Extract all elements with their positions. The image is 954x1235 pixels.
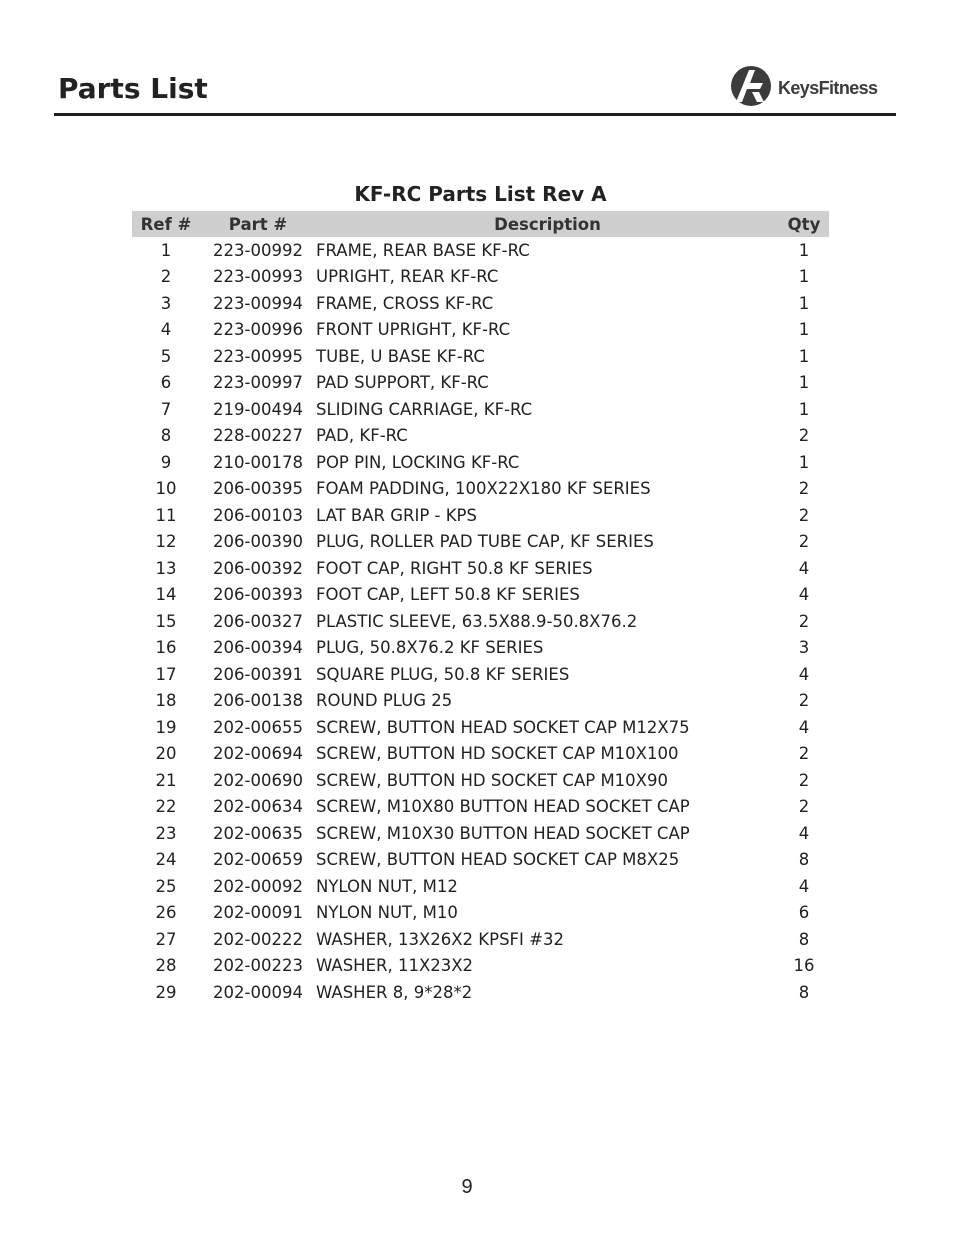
table-row [132, 264, 829, 291]
cell-qty: 2 [798, 770, 810, 790]
table-row [132, 635, 829, 662]
cell-part-number: 206-00394 [213, 638, 303, 658]
cell-qty: 4 [798, 558, 810, 578]
cell-ref: 18 [155, 691, 177, 711]
cell-qty: 4 [798, 585, 810, 605]
cell-qty: 2 [798, 479, 810, 499]
table-title: KF-RC Parts List Rev A [354, 182, 607, 206]
table-row [132, 237, 829, 264]
keysfitness-logo [730, 64, 896, 108]
cell-part-number: 206-00395 [213, 479, 303, 499]
cell-part-number: 206-00390 [213, 532, 303, 552]
cell-part-number: 206-00391 [213, 664, 303, 684]
cell-part-number: 223-00992 [213, 240, 303, 260]
cell-ref: 7 [160, 399, 172, 419]
cell-description: SLIDING CARRIAGE, KF-RC [316, 399, 533, 419]
table-row [132, 767, 829, 794]
cell-qty: 8 [798, 982, 810, 1002]
cell-part-number: 202-00694 [213, 744, 303, 764]
cell-part-number: 223-00994 [213, 293, 303, 313]
cell-ref: 21 [155, 770, 177, 790]
cell-ref: 14 [155, 585, 177, 605]
cell-ref: 26 [155, 903, 177, 923]
parts-table [132, 211, 829, 1006]
cell-part-number: 202-00222 [213, 929, 303, 949]
cell-part-number: 202-00223 [213, 956, 303, 976]
column-header-part: Part # [200, 211, 316, 237]
cell-qty: 2 [798, 532, 810, 552]
table-row [132, 555, 829, 582]
keysfitness-emblem-icon [730, 64, 774, 108]
cell-description: FRAME, REAR BASE KF-RC [316, 240, 530, 260]
cell-qty: 8 [798, 929, 810, 949]
cell-part-number: 206-00327 [213, 611, 303, 631]
cell-part-number: 219-00494 [213, 399, 303, 419]
cell-ref: 15 [155, 611, 177, 631]
cell-description: PLUG, 50.8X76.2 KF SERIES [316, 638, 544, 658]
table-row [132, 370, 829, 397]
cell-description: SCREW, M10X80 BUTTON HEAD SOCKET CAP [316, 797, 690, 817]
cell-description: FRAME, CROSS KF-RC [316, 293, 494, 313]
page-number: 9 [461, 1176, 473, 1198]
page-title: Parts List [58, 72, 208, 105]
cell-description: SCREW, BUTTON HEAD SOCKET CAP M8X25 [316, 850, 680, 870]
table-row [132, 688, 829, 715]
cell-description: SCREW, M10X30 BUTTON HEAD SOCKET CAP [316, 823, 690, 843]
cell-description: ROUND PLUG 25 [316, 691, 453, 711]
table-row [132, 343, 829, 370]
cell-part-number: 223-00993 [213, 267, 303, 287]
cell-description: UPRIGHT, REAR KF-RC [316, 267, 499, 287]
cell-part-number: 202-00091 [213, 903, 303, 923]
cell-ref: 29 [155, 982, 177, 1002]
cell-part-number: 223-00996 [213, 320, 303, 340]
cell-part-number: 202-00690 [213, 770, 303, 790]
cell-qty: 1 [798, 267, 810, 287]
cell-part-number: 202-00659 [213, 850, 303, 870]
cell-description: WASHER, 11X23X2 [316, 956, 474, 976]
table-row [132, 741, 829, 768]
cell-ref: 17 [155, 664, 177, 684]
table-row [132, 873, 829, 900]
logo-word-fitness: Fitness [818, 78, 878, 98]
cell-ref: 10 [155, 479, 177, 499]
header-divider [54, 113, 896, 116]
cell-description: FOOT CAP, LEFT 50.8 KF SERIES [316, 585, 580, 605]
cell-ref: 6 [160, 373, 172, 393]
cell-description: PAD, KF-RC [316, 426, 408, 446]
table-row [132, 396, 829, 423]
cell-qty: 1 [798, 346, 810, 366]
cell-qty: 4 [798, 876, 810, 896]
table-row [132, 317, 829, 344]
cell-qty: 1 [798, 452, 810, 472]
cell-qty: 6 [798, 903, 810, 923]
column-header-ref: Ref # [132, 211, 200, 237]
cell-part-number: 228-00227 [213, 426, 303, 446]
cell-qty: 2 [798, 611, 810, 631]
cell-description: LAT BAR GRIP - KPS [316, 505, 477, 525]
cell-part-number: 202-00634 [213, 797, 303, 817]
table-row [132, 953, 829, 980]
cell-part-number: 223-00997 [213, 373, 303, 393]
cell-description: NYLON NUT, M10 [316, 903, 458, 923]
cell-ref: 8 [160, 426, 172, 446]
cell-description: SCREW, BUTTON HD SOCKET CAP M10X90 [316, 770, 668, 790]
cell-qty: 8 [798, 850, 810, 870]
cell-ref: 27 [155, 929, 177, 949]
table-row [132, 290, 829, 317]
cell-qty: 1 [798, 320, 810, 340]
cell-description: TUBE, U BASE KF-RC [316, 346, 485, 366]
cell-qty: 1 [798, 293, 810, 313]
cell-ref: 28 [155, 956, 177, 976]
column-header-description: Description [316, 211, 779, 237]
cell-description: FRONT UPRIGHT, KF-RC [316, 320, 511, 340]
cell-description: PLUG, ROLLER PAD TUBE CAP, KF SERIES [316, 532, 654, 552]
table-row [132, 900, 829, 927]
cell-description: SQUARE PLUG, 50.8 KF SERIES [316, 664, 570, 684]
cell-ref: 16 [155, 638, 177, 658]
cell-part-number: 202-00092 [213, 876, 303, 896]
cell-part-number: 202-00094 [213, 982, 303, 1002]
cell-ref: 23 [155, 823, 177, 843]
cell-ref: 19 [155, 717, 177, 737]
table-row [132, 979, 829, 1006]
cell-description: WASHER 8, 9*28*2 [316, 982, 473, 1002]
cell-part-number: 206-00138 [213, 691, 303, 711]
column-header-qty: Qty [779, 211, 829, 237]
cell-qty: 2 [798, 426, 810, 446]
table-row [132, 502, 829, 529]
cell-qty: 2 [798, 797, 810, 817]
cell-ref: 24 [155, 850, 177, 870]
cell-part-number: 206-00103 [213, 505, 303, 525]
table-row [132, 820, 829, 847]
cell-part-number: 202-00655 [213, 717, 303, 737]
cell-qty: 4 [798, 823, 810, 843]
cell-ref: 4 [160, 320, 172, 340]
cell-qty: 1 [798, 373, 810, 393]
table-row [132, 449, 829, 476]
table-row [132, 423, 829, 450]
cell-description: PLASTIC SLEEVE, 63.5X88.9-50.8X76.2 [316, 611, 638, 631]
cell-qty: 1 [798, 240, 810, 260]
cell-description: FOOT CAP, RIGHT 50.8 KF SERIES [316, 558, 593, 578]
table-row [132, 714, 829, 741]
cell-ref: 20 [155, 744, 177, 764]
cell-description: SCREW, BUTTON HD SOCKET CAP M10X100 [316, 744, 679, 764]
cell-ref: 11 [155, 505, 177, 525]
cell-description: NYLON NUT, M12 [316, 876, 458, 896]
table-row [132, 847, 829, 874]
table-row [132, 582, 829, 609]
cell-qty: 3 [798, 638, 810, 658]
cell-description: WASHER, 13X26X2 KPSFI #32 [316, 929, 564, 949]
cell-ref: 5 [160, 346, 172, 366]
cell-part-number: 223-00995 [213, 346, 303, 366]
cell-part-number: 202-00635 [213, 823, 303, 843]
cell-qty: 4 [798, 717, 810, 737]
cell-qty: 4 [798, 664, 810, 684]
logo-wordmark [778, 78, 877, 99]
cell-qty: 2 [798, 505, 810, 525]
cell-description: FOAM PADDING, 100X22X180 KF SERIES [316, 479, 651, 499]
cell-ref: 3 [160, 293, 172, 313]
cell-ref: 1 [160, 240, 172, 260]
table-row [132, 529, 829, 556]
parts-table-body [132, 237, 829, 1006]
table-row [132, 926, 829, 953]
cell-ref: 2 [160, 267, 172, 287]
cell-qty: 2 [798, 744, 810, 764]
cell-part-number: 210-00178 [213, 452, 303, 472]
cell-qty: 16 [793, 956, 815, 976]
cell-ref: 9 [160, 452, 172, 472]
cell-ref: 12 [155, 532, 177, 552]
table-header-row [132, 211, 829, 237]
cell-description: PAD SUPPORT, KF-RC [316, 373, 489, 393]
table-row [132, 608, 829, 635]
cell-qty: 2 [798, 691, 810, 711]
cell-ref: 25 [155, 876, 177, 896]
table-row [132, 476, 829, 503]
cell-part-number: 206-00392 [213, 558, 303, 578]
cell-description: SCREW, BUTTON HEAD SOCKET CAP M12X75 [316, 717, 690, 737]
cell-description: POP PIN, LOCKING KF-RC [316, 452, 520, 472]
cell-ref: 22 [155, 797, 177, 817]
cell-part-number: 206-00393 [213, 585, 303, 605]
table-row [132, 794, 829, 821]
page-header [54, 62, 896, 118]
table-row [132, 661, 829, 688]
cell-ref: 13 [155, 558, 177, 578]
logo-word-keys: Keys [778, 78, 819, 98]
cell-qty: 1 [798, 399, 810, 419]
